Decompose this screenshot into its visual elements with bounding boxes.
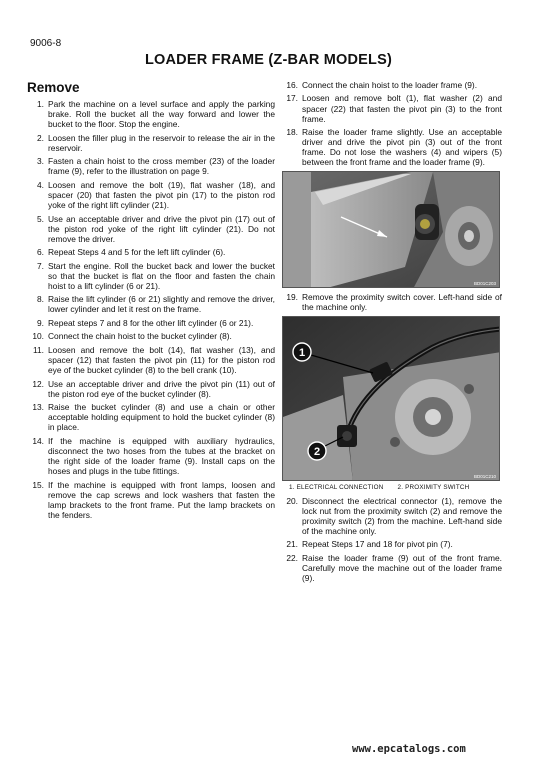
step-text: Connect the chain hoist to the bucket cylinder (8). xyxy=(48,331,232,342)
step-text: Repeat Steps 17 and 18 for pivot pin (7). xyxy=(302,539,453,550)
step-number: 1. xyxy=(37,99,44,109)
procedure-step xyxy=(27,99,275,129)
step-number: 4. xyxy=(37,179,44,190)
step-number: 15. xyxy=(32,479,44,490)
figure-legend xyxy=(289,484,502,491)
procedure-step xyxy=(27,402,275,432)
step-number: 3. xyxy=(37,156,44,167)
watermark-url[interactable]: www.epcatalogs.com xyxy=(352,743,466,755)
step-number: 16. xyxy=(286,80,298,90)
procedure-step xyxy=(27,379,275,399)
pivot-photo-drawing xyxy=(283,172,500,288)
procedure-step xyxy=(27,156,275,176)
step-number: 19. xyxy=(286,291,298,302)
callout-1: 1 xyxy=(298,346,306,359)
left-column xyxy=(27,80,275,523)
step-text: Raise the bucket cylinder (8) and use a chain or other acceptable holding equipment to hold the bucket cylinder (8) in place. xyxy=(48,402,275,433)
procedure-step xyxy=(281,80,502,90)
step-text: Raise the loader frame slightly. Use an acceptable driver and drive the pivot pin (3) out of the front frame. Do not lose the washers (4) and wipers (5) between the front frame and the loader frame (9). xyxy=(302,127,502,168)
procedure-step xyxy=(27,345,275,375)
step-number: 7. xyxy=(37,260,44,271)
procedure-step xyxy=(27,133,275,153)
loader-frame-pivot-photo xyxy=(282,171,500,288)
step-text: Raise the lift cylinder (6 or 21) slightly and remove the driver, lower cylinder and let it rest on the frame. xyxy=(48,294,275,315)
procedure-step xyxy=(27,180,275,210)
step-text: Loosen and remove the bolt (14), flat washer (13), and spacer (12) that fasten the pivot pin (11) for the piston rod eye of the bucket cylinder (8) to the bell crank (10). xyxy=(48,344,275,376)
step-number: 17. xyxy=(286,93,298,104)
step-text: Repeat steps 7 and 8 for the other lift cylinder (6 or 21). xyxy=(48,317,254,328)
step-number: 6. xyxy=(37,247,44,258)
section-heading: Remove xyxy=(27,80,80,95)
callout-2: 2 xyxy=(313,445,321,458)
step-text: Start the engine. Roll the bucket back and lower the bucket so that the bucket is flat on the floor and fasten the chain hoist to a lift cylinder (6 or 21). xyxy=(48,260,275,291)
step-text: Loosen and remove the bolt (19), flat washer (18), and spacer (20) that fasten the pivot pin (17) to the piston rod yoke of the right lift cylinder (21). xyxy=(48,179,275,211)
procedure-step xyxy=(27,261,275,291)
steps-list-right-b xyxy=(281,292,502,312)
step-text: Use an acceptable driver and drive the pivot pin (11) out of the piston rod eye of the bucket cylinder (8). xyxy=(48,378,275,399)
step-number: 8. xyxy=(37,294,44,305)
steps-list-left xyxy=(27,99,275,520)
page-number: 9006-8 xyxy=(30,38,62,49)
procedure-step xyxy=(281,496,502,536)
figure-code: BD01C210 xyxy=(473,473,496,479)
step-number: 21. xyxy=(286,539,298,550)
step-text: If the machine is equipped with auxiliary hydraulics, disconnect the two hoses from the tubes at the bracket on the right side of the loader frame (9). Install caps on the hoses and plugs in the tube fittings. xyxy=(48,435,275,477)
right-column xyxy=(281,80,502,586)
procedure-step xyxy=(27,318,275,328)
procedure-step xyxy=(27,480,275,520)
procedure-step xyxy=(281,292,502,312)
step-number: 10. xyxy=(32,331,44,342)
step-text: Raise the loader frame (9) out of the front frame. Carefully move the machine out of the loader frame (9). xyxy=(302,552,502,583)
figure-code: BD01C203 xyxy=(473,280,496,286)
step-text: Loosen and remove bolt (1), flat washer (2) and spacer (22) that fasten the pivot pin (3) to the front frame. xyxy=(302,93,502,124)
procedure-step xyxy=(281,539,502,549)
procedure-step xyxy=(281,93,502,123)
step-text: Fasten a chain hoist to the cross member (23) of the loader frame (9), refer to the illustration on page 9. xyxy=(48,156,275,177)
step-number: 13. xyxy=(32,402,44,413)
step-number: 2. xyxy=(37,132,44,143)
step-number: 20. xyxy=(286,495,298,506)
step-number: 11. xyxy=(32,344,44,355)
page-title: LOADER FRAME (Z-BAR MODELS) xyxy=(144,52,393,68)
procedure-step xyxy=(281,553,502,583)
step-text: Connect the chain hoist to the loader frame (9). xyxy=(302,80,478,90)
procedure-step xyxy=(27,247,275,257)
step-text: Loosen the filler plug in the reservoir to release the air in the reservoir. xyxy=(48,132,275,153)
step-number: 22. xyxy=(286,552,298,563)
steps-list-right-a xyxy=(281,80,502,168)
step-number: 12. xyxy=(32,378,44,389)
step-text: Remove the proximity switch cover. Left-hand side of the machine only. xyxy=(302,291,502,313)
proximity-switch-photo xyxy=(282,316,500,481)
step-number: 14. xyxy=(32,435,44,446)
proximity-photo-drawing xyxy=(283,317,500,481)
step-text: Disconnect the electrical connector (1), remove the lock nut from the proximity switch (2) and remove the proximity switch (2) from the machine. Left-hand side of the machine only. xyxy=(302,495,502,536)
procedure-step xyxy=(27,214,275,244)
step-text: Repeat Steps 4 and 5 for the left lift cylinder (6). xyxy=(48,247,226,258)
steps-list-right-c xyxy=(281,496,502,584)
procedure-step xyxy=(27,331,275,341)
step-text: Park the machine on a level surface and apply the parking brake. Roll the bucket all the way forward and lower the bucket to the floor. Stop the engine. xyxy=(48,99,275,130)
legend-item-electrical-connection: 1. ELECTRICAL CONNECTION xyxy=(289,483,384,491)
procedure-step xyxy=(27,436,275,476)
procedure-step xyxy=(281,127,502,167)
step-number: 5. xyxy=(37,213,44,224)
legend-item-proximity-switch: 2. PROXIMITY SWITCH xyxy=(397,483,470,491)
step-text: Use an acceptable driver and drive the pivot pin (17) out of the piston rod yoke of the right lift cylinder (21). Do not remove the driver. xyxy=(48,213,275,244)
procedure-step xyxy=(27,294,275,314)
step-text: If the machine is equipped with front lamps, loosen and remove the cap screws and lock washers that fasten the lamp brackets to the front frame. Put the lamp brackets on the fenders. xyxy=(48,479,275,520)
step-number: 9. xyxy=(37,317,44,328)
step-number: 18. xyxy=(286,127,298,138)
